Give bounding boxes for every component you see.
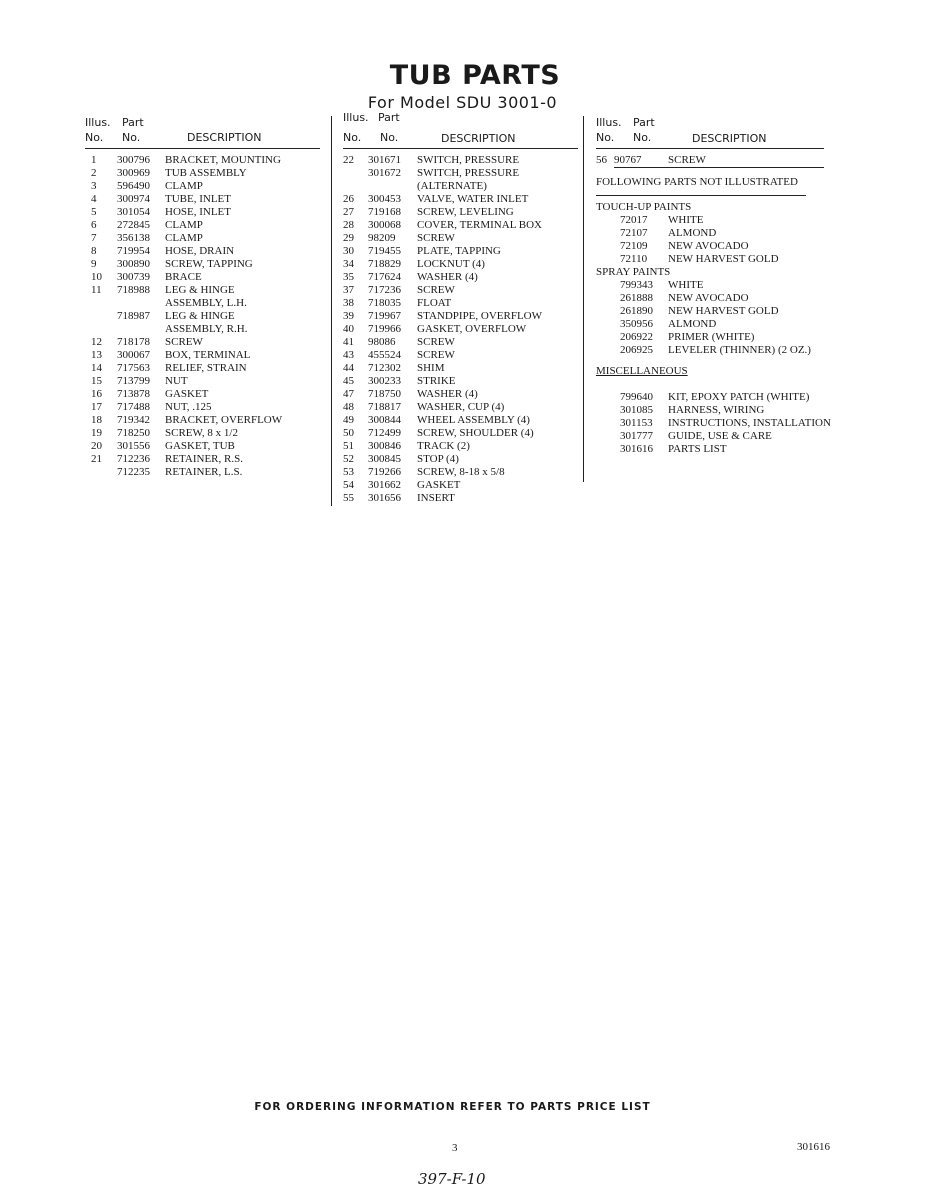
part-description: INSTRUCTIONS, INSTALLATION: [668, 417, 831, 429]
part-number: 596490: [117, 180, 150, 192]
part-description: SCREW, LEVELING: [417, 206, 514, 218]
illus-number: 34: [343, 258, 354, 270]
part-description: INSERT: [417, 492, 455, 504]
illus-number: 53: [343, 466, 354, 478]
part-description: ASSEMBLY, R.H.: [165, 323, 248, 335]
spray-paints-list: [596, 279, 841, 357]
part-row: [343, 284, 578, 297]
part-number: 301662: [368, 479, 401, 491]
header-part: Part: [122, 116, 144, 129]
miscellaneous-heading: MISCELLANEOUS: [596, 365, 688, 377]
touchup-paints-list: [596, 214, 841, 266]
part-row: [85, 388, 320, 401]
part-row: [85, 336, 320, 349]
part-description: RELIEF, STRAIN: [165, 362, 247, 374]
part-row: [85, 206, 320, 219]
part-description: GASKET: [417, 479, 461, 491]
illus-number: 3: [91, 180, 97, 192]
part-number: 719168: [368, 206, 401, 218]
part-description: HARNESS, WIRING: [668, 404, 765, 416]
illus-number: 41: [343, 336, 354, 348]
part-number: 300233: [368, 375, 401, 387]
header-no-illus: No.: [596, 131, 615, 144]
part-row: [85, 440, 320, 453]
illus-number: 8: [91, 245, 97, 257]
illus-number: 54: [343, 479, 354, 491]
part-number: 301153: [620, 417, 653, 429]
part-number: 301556: [117, 440, 150, 452]
part-number: 718829: [368, 258, 401, 270]
part-description: PARTS LIST: [668, 443, 727, 455]
part-number: 719266: [368, 466, 401, 478]
illus-number: 35: [343, 271, 354, 283]
part-row: [343, 362, 578, 375]
part-number: 261890: [620, 305, 653, 317]
illus-number: 20: [91, 440, 102, 452]
part-row: [85, 232, 320, 245]
illus-number: 9: [91, 258, 97, 270]
column-divider: [331, 116, 332, 506]
part-number: 718178: [117, 336, 150, 348]
parts-column-2: [343, 111, 578, 505]
part-row: [85, 154, 320, 167]
part-row: [85, 167, 320, 180]
illus-number: 28: [343, 219, 354, 231]
section-rule: [614, 167, 824, 168]
part-description: ASSEMBLY, L.H.: [165, 297, 247, 309]
illus-number: 17: [91, 401, 102, 413]
part-row: [343, 479, 578, 492]
part-row: [85, 258, 320, 271]
part-number: 72107: [620, 227, 648, 239]
part-number: 301671: [368, 154, 401, 166]
part-description: BOX, TERMINAL: [165, 349, 251, 361]
part-row: [343, 414, 578, 427]
part-row: [343, 206, 578, 219]
illus-number: 47: [343, 388, 354, 400]
header-no-illus: No.: [343, 131, 362, 144]
illus-number: 10: [91, 271, 102, 283]
part-description: RETAINER, R.S.: [165, 453, 243, 465]
part-row: [85, 180, 320, 193]
part-row: [343, 323, 578, 336]
part-description: BRACKET, MOUNTING: [165, 154, 281, 166]
part-row: [85, 271, 320, 284]
part-number: 272845: [117, 219, 150, 231]
header-description: DESCRIPTION: [187, 131, 262, 144]
part-number: 300974: [117, 193, 150, 205]
part-number: 300844: [368, 414, 401, 426]
illus-number: 11: [91, 284, 102, 296]
part-description: LEVELER (THINNER) (2 OZ.): [668, 344, 811, 356]
part-description: WHITE: [668, 279, 704, 291]
part-number: 718250: [117, 427, 150, 439]
part-number: 72017: [620, 214, 648, 226]
part-description: WHITE: [668, 214, 704, 226]
part-number: 717488: [117, 401, 150, 413]
part-number: 301672: [368, 167, 401, 179]
header-illus: Illus.: [596, 116, 622, 129]
header-no-part: No.: [633, 131, 652, 144]
part-number: 717563: [117, 362, 150, 374]
part-number: 300796: [117, 154, 150, 166]
part-description: TRACK (2): [417, 440, 470, 452]
part-description: GASKET, TUB: [165, 440, 235, 452]
part-row: [596, 391, 841, 404]
part-row: [343, 297, 578, 310]
part-row: [343, 375, 578, 388]
page-number: 3: [452, 1142, 458, 1154]
illus-number: 29: [343, 232, 354, 244]
part-row: [85, 427, 320, 440]
part-description: SCREW, 8 x 1/2: [165, 427, 238, 439]
part-row: [85, 193, 320, 206]
part-description: SCREW: [417, 284, 455, 296]
illus-number: 49: [343, 414, 354, 426]
part-row: [85, 245, 320, 258]
part-number: 713799: [117, 375, 150, 387]
part-description: NEW HARVEST GOLD: [668, 305, 779, 317]
header-part: Part: [633, 116, 655, 129]
part-row: [85, 414, 320, 427]
part-row: [596, 214, 841, 227]
part-row: [343, 401, 578, 414]
part-row: [343, 466, 578, 479]
part-description: BRACKET, OVERFLOW: [165, 414, 283, 426]
illus-number: 30: [343, 245, 354, 257]
touchup-heading: TOUCH-UP PAINTS: [596, 201, 692, 213]
illus-number: 51: [343, 440, 354, 452]
header-rule: [343, 148, 578, 149]
part-row: [85, 453, 320, 466]
header-no-part: No.: [380, 131, 399, 144]
page-subtitle: For Model SDU 3001-0: [367, 93, 558, 112]
part-number: 206925: [620, 344, 653, 356]
part-row: [596, 253, 841, 266]
part-description: CLAMP: [165, 180, 203, 192]
part-description: KIT, EPOXY PATCH (WHITE): [668, 391, 810, 403]
part-description: SCREW: [165, 336, 203, 348]
illus-number: 55: [343, 492, 354, 504]
part-row: [343, 219, 578, 232]
part-number: 98086: [368, 336, 396, 348]
part-number: 300846: [368, 440, 401, 452]
part-number: 719954: [117, 245, 150, 257]
part-row: [596, 443, 841, 456]
header-part: Part: [378, 111, 400, 124]
illus-number: 39: [343, 310, 354, 322]
part-number: 300739: [117, 271, 150, 283]
illus-number: 6: [91, 219, 97, 231]
part-row: [343, 349, 578, 362]
illus-number: 13: [91, 349, 102, 361]
part-description: NUT: [165, 375, 188, 387]
part-number: 713878: [117, 388, 150, 400]
part-number: 72109: [620, 240, 648, 252]
part-number: 712236: [117, 453, 150, 465]
part-number: 718035: [368, 297, 401, 309]
header-no-illus: No.: [85, 131, 104, 144]
illus-number: 7: [91, 232, 97, 244]
part-row: [343, 154, 578, 167]
part-number: 301656: [368, 492, 401, 504]
illus-number: 52: [343, 453, 354, 465]
header-description: DESCRIPTION: [692, 132, 767, 145]
part-number: 799640: [620, 391, 653, 403]
part-number: 90767: [614, 154, 642, 166]
part-number: 712499: [368, 427, 401, 439]
part-number: 719967: [368, 310, 401, 322]
part-description: STANDPIPE, OVERFLOW: [417, 310, 543, 322]
part-number: 206922: [620, 331, 653, 343]
part-number: 719966: [368, 323, 401, 335]
part-description: FLOAT: [417, 297, 452, 309]
part-description: CLAMP: [165, 232, 203, 244]
illus-number: 14: [91, 362, 102, 374]
part-description: SCREW, SHOULDER (4): [417, 427, 534, 439]
miscellaneous-list: [596, 391, 841, 456]
part-description: HOSE, INLET: [165, 206, 231, 218]
part-row: [343, 232, 578, 245]
ordering-note: FOR ORDERING INFORMATION REFER TO PARTS PRICE LIST: [254, 1101, 651, 1113]
part-number: 718987: [117, 310, 150, 322]
illus-number: 21: [91, 453, 102, 465]
handwritten-note: 397-F-10: [418, 1170, 486, 1188]
part-number: 261888: [620, 292, 653, 304]
part-number: 301616: [620, 443, 653, 455]
parts-column-1: [85, 116, 320, 479]
part-row: [596, 154, 841, 167]
part-row: [85, 310, 320, 323]
part-description: LOCKNUT (4): [417, 258, 485, 270]
part-description: WASHER, CUP (4): [417, 401, 505, 413]
part-row: [343, 492, 578, 505]
part-row: [343, 310, 578, 323]
part-row: [596, 318, 841, 331]
part-description: GUIDE, USE & CARE: [668, 430, 772, 442]
part-description: CLAMP: [165, 219, 203, 231]
illus-number: 43: [343, 349, 354, 361]
header-illus: Illus.: [343, 111, 369, 124]
part-row: [85, 323, 320, 336]
part-number: 455524: [368, 349, 401, 361]
part-description: WHEEL ASSEMBLY (4): [417, 414, 530, 426]
part-description: SCREW: [417, 336, 455, 348]
column-divider: [583, 116, 584, 482]
header-no-part: No.: [122, 131, 141, 144]
part-number: 717624: [368, 271, 401, 283]
part-row: [85, 284, 320, 297]
part-row: [85, 219, 320, 232]
illus-number: 38: [343, 297, 354, 309]
header-illus: Illus.: [85, 116, 111, 129]
part-description: BRACE: [165, 271, 202, 283]
illus-number: 16: [91, 388, 102, 400]
part-number: 300890: [117, 258, 150, 270]
part-number: 799343: [620, 279, 653, 291]
part-number: 356138: [117, 232, 150, 244]
part-row: [596, 344, 841, 357]
illus-number: 56: [596, 154, 607, 166]
part-row: [343, 258, 578, 271]
illus-number: 15: [91, 375, 102, 387]
part-row: [596, 227, 841, 240]
part-description: TUBE, INLET: [165, 193, 231, 205]
part-row: [343, 193, 578, 206]
part-description: SWITCH, PRESSURE: [417, 167, 520, 179]
page-title: TUB PARTS: [389, 60, 561, 91]
part-number: 712302: [368, 362, 401, 374]
part-row: [596, 305, 841, 318]
illus-number: 5: [91, 206, 97, 218]
part-description: SWITCH, PRESSURE: [417, 154, 520, 166]
illus-number: 12: [91, 336, 102, 348]
part-number: 72110: [620, 253, 648, 265]
part-row: [85, 349, 320, 362]
part-number: 300067: [117, 349, 150, 361]
part-row: [85, 297, 320, 310]
part-number: 300845: [368, 453, 401, 465]
part-row: [85, 375, 320, 388]
part-description: SCREW: [417, 232, 455, 244]
part-description: TUB ASSEMBLY: [165, 167, 247, 179]
illus-number: 27: [343, 206, 354, 218]
part-description: NEW HARVEST GOLD: [668, 253, 779, 265]
part-description: (ALTERNATE): [417, 180, 487, 192]
part-row: [343, 453, 578, 466]
illus-number: 22: [343, 154, 354, 166]
parts-column-3: [596, 116, 841, 456]
part-number: 301054: [117, 206, 150, 218]
header-rule: [596, 148, 824, 149]
part-description: SCREW: [417, 349, 455, 361]
part-description: LEG & HINGE: [165, 310, 235, 322]
part-row: [343, 167, 578, 180]
part-description: SHIM: [417, 362, 445, 374]
part-row: [343, 427, 578, 440]
illus-number: 26: [343, 193, 354, 205]
part-description: GASKET, OVERFLOW: [417, 323, 527, 335]
part-description: ALMOND: [668, 318, 717, 330]
part-number: 717236: [368, 284, 401, 296]
part-description: WASHER (4): [417, 388, 478, 400]
part-description: LEG & HINGE: [165, 284, 235, 296]
part-row: [343, 271, 578, 284]
part-description: NUT, .125: [165, 401, 212, 413]
column-header: [596, 116, 841, 154]
part-description: SCREW, TAPPING: [165, 258, 253, 270]
header-description: DESCRIPTION: [441, 132, 516, 145]
part-row: [343, 180, 578, 193]
illus-number: 2: [91, 167, 97, 179]
spray-heading: SPRAY PAINTS: [596, 266, 671, 278]
part-description: PRIMER (WHITE): [668, 331, 755, 343]
part-description: HOSE, DRAIN: [165, 245, 235, 257]
section-rule: [596, 195, 806, 196]
part-description: VALVE, WATER INLET: [417, 193, 529, 205]
part-row: [85, 401, 320, 414]
parts-list: [343, 154, 578, 505]
part-description: WASHER (4): [417, 271, 478, 283]
part-row: [596, 430, 841, 443]
part-number: 301777: [620, 430, 653, 442]
part-row: [596, 331, 841, 344]
part-description: SCREW, 8-18 x 5/8: [417, 466, 505, 478]
column-header: [343, 111, 578, 154]
part-description: NEW AVOCADO: [668, 240, 749, 252]
illus-number: 45: [343, 375, 354, 387]
parts-list: [85, 154, 320, 479]
part-number: 719455: [368, 245, 401, 257]
part-description: ALMOND: [668, 227, 717, 239]
part-row: [85, 466, 320, 479]
part-number: 712235: [117, 466, 150, 478]
illus-number: 19: [91, 427, 102, 439]
illus-number: 50: [343, 427, 354, 439]
not-illustrated-heading: FOLLOWING PARTS NOT ILLUSTRATED: [596, 176, 798, 188]
column-header: [85, 116, 320, 154]
part-row: [343, 245, 578, 258]
part-number: 300969: [117, 167, 150, 179]
illus-number: 37: [343, 284, 354, 296]
part-row: [596, 404, 841, 417]
part-row: [596, 279, 841, 292]
part-description: STRIKE: [417, 375, 456, 387]
part-number: 718750: [368, 388, 401, 400]
part-description: GASKET: [165, 388, 209, 400]
part-description: RETAINER, L.S.: [165, 466, 243, 478]
part-number: 350956: [620, 318, 653, 330]
illus-number: 4: [91, 193, 97, 205]
part-row: [343, 440, 578, 453]
part-number: 300453: [368, 193, 401, 205]
part-row: [596, 240, 841, 253]
part-number: 98209: [368, 232, 396, 244]
part-description: COVER, TERMINAL BOX: [417, 219, 542, 231]
part-description: PLATE, TAPPING: [417, 245, 501, 257]
part-number: 300068: [368, 219, 401, 231]
illus-number: 44: [343, 362, 354, 374]
part-number: 718988: [117, 284, 150, 296]
illus-number: 40: [343, 323, 354, 335]
part-row: [596, 417, 841, 430]
part-number: 718817: [368, 401, 401, 413]
part-description: STOP (4): [417, 453, 459, 465]
illus-number: 48: [343, 401, 354, 413]
illus-number: 18: [91, 414, 102, 426]
part-row: [85, 362, 320, 375]
part-description: SCREW: [668, 154, 706, 166]
illus-number: 1: [91, 154, 97, 166]
part-row: [596, 292, 841, 305]
document-number: 301616: [797, 1141, 830, 1153]
part-row: [343, 388, 578, 401]
header-rule: [85, 148, 320, 149]
part-row: [343, 336, 578, 349]
part-description: NEW AVOCADO: [668, 292, 749, 304]
part-number: 719342: [117, 414, 150, 426]
part-number: 301085: [620, 404, 653, 416]
